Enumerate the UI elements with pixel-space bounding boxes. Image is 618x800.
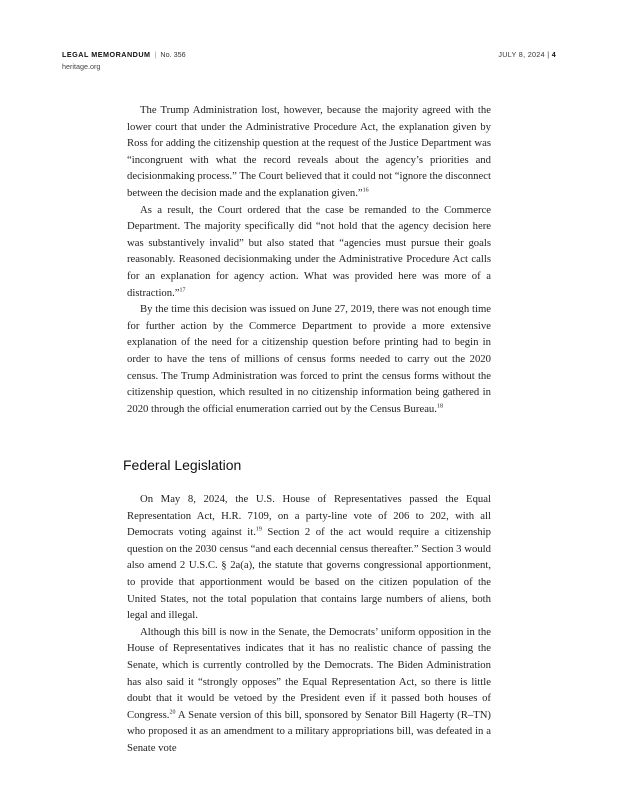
body-text-bottom: [127, 491, 491, 757]
footnote-ref[interactable]: 19: [255, 526, 262, 533]
paragraph-text: Although this bill is now in the Senate, the Democrats’ uniform opposition in the House of Representatives indicates that it has no realistic chance of passing the Senate, which is currently controlled by the Democrats. The Biden Administration has also said it “strongly opposes” the Equal Representation Act, so there is little doubt that it would be vetoed by the President even if it passed both houses of Congress.: [127, 625, 491, 721]
memo-number: No. 356: [160, 50, 186, 59]
page-number: 4: [551, 50, 556, 59]
publication-date: JULY 8, 2024: [498, 50, 545, 59]
paragraph-text: As a result, the Court ordered that the case be remanded to the Commerce Department. The majority specifically did “not hold that the agency decision here was substantively invalid” but also stated that “agencies must pursue their goals reasonably. Reasoned decisionmaking under the Administrative Procedure Act calls for an explanation for agency action. What was provided here was more of a distraction.”: [127, 203, 491, 299]
footnote-ref[interactable]: 16: [362, 187, 369, 194]
page-separator: |: [547, 50, 550, 59]
site-url[interactable]: heritage.org: [62, 62, 101, 71]
header-separator: |: [154, 50, 157, 59]
paragraph: [127, 624, 491, 757]
publication-title: LEGAL MEMORANDUM: [62, 50, 151, 59]
section-heading: Federal Legislation: [123, 457, 242, 473]
footnote-ref[interactable]: 17: [179, 286, 186, 293]
paragraph: [127, 102, 491, 202]
footnote-ref[interactable]: 18: [436, 403, 443, 410]
footnote-ref[interactable]: 20: [169, 709, 176, 716]
body-text-top: [127, 102, 491, 417]
paragraph-text: The Trump Administration lost, however, because the majority agreed with the lower court that under the Administrative Procedure Act, the explanation given by Ross for adding the citizenship question at the request of the Justice Department was “incongruent with what the record reveals about the agency’s priorities and decisionmaking process.” The Court believed that it could not “ignore the disconnect between the decision made and the explanation given.”: [127, 104, 491, 199]
header-right: [498, 49, 556, 61]
paragraph-text: By the time this decision was issued on June 27, 2019, there was not enough time for further action by the Commerce Department to provide a more extensive explanation of the need for a citizenship question before printing had to begin in order to have the tens of millions of census forms needed to carry out the 2020 census. The Trump Administration was forced to print the census forms without the citizenship question, which resulted in no citizenship information being gathered in 2020 through the official enumeration carried out by the Census Bureau.: [127, 303, 491, 415]
paragraph-text: Section 2 of the act would require a citizenship question on the 2030 census “and each decennial census thereafter.” Section 3 would also amend 2 U.S.C. § 2a(a), the statute that governs congressional apportionment, to provide that apportionment would be based on the citizen population of the United States, not the total population that contains large numbers of aliens, both legal and illegal.: [127, 526, 491, 622]
paragraph-text: On May 8, 2024, the U.S. House of Representatives passed the Equal Representation Act, H.R. 7109, on a party-line vote of 206 to 202, with all Democrats voting against it.: [127, 493, 491, 539]
paragraph: [127, 491, 491, 624]
page-header: [62, 49, 556, 79]
paragraph: [127, 202, 491, 302]
paragraph-text: A Senate version of this bill, sponsored by Senator Bill Hagerty (R–TN) who proposed it as an amendment to a military appropriations bill, was defeated in a Senate vote: [127, 708, 491, 754]
paragraph: [127, 301, 491, 417]
header-left: [62, 49, 186, 73]
